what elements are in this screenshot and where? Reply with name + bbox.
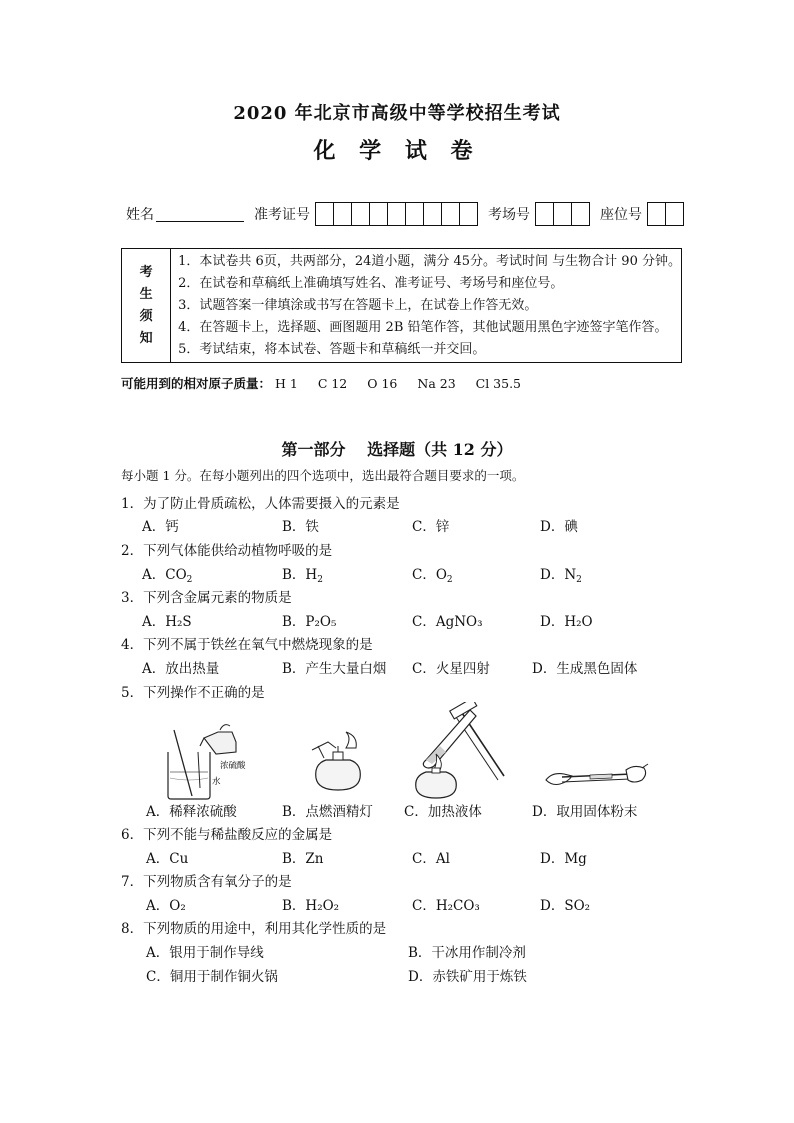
option-c[interactable]: C．火星四射: [412, 661, 490, 677]
option-d[interactable]: D．碘: [540, 519, 578, 535]
notice-item: 1．本试卷共 6页，共两部分，24道小题，满分 45分。考试时间 与生物合计 90 分钟。: [178, 254, 681, 269]
water-label: 水: [212, 777, 221, 787]
name-field[interactable]: [156, 207, 244, 222]
question-options: [146, 965, 710, 985]
option-a[interactable]: A．钙: [142, 519, 179, 535]
option-a[interactable]: A．放出热量: [142, 661, 220, 677]
section-title: 第一部分 选择题（共 12 分）: [281, 440, 513, 459]
ticket-label: 准考证号: [254, 207, 310, 223]
alcohol-lamp-illustration: [306, 728, 370, 798]
question-stem: 8．下列物质的用途中，利用其化学性质的是: [121, 921, 387, 937]
option-a[interactable]: A．$CO_2$: [142, 567, 193, 585]
question-options: [142, 563, 710, 585]
option-d[interactable]: D．$N_2$: [540, 567, 582, 585]
question-options: [142, 515, 710, 535]
name-label: 姓名: [126, 207, 154, 223]
option-c[interactable]: C．铜用于制作铜火锅: [146, 969, 278, 985]
notice-item: 4．在答题卡上，选择题、画图题用 2B 铅笔作答，其他试题用黑色字迹签字笔作答。: [178, 320, 668, 335]
notice-list: [171, 249, 681, 362]
option-a[interactable]: A．稀释浓硫酸: [146, 804, 237, 820]
seat-number-boxes[interactable]: [648, 202, 684, 226]
option-d[interactable]: D．H₂O: [540, 614, 593, 630]
option-a[interactable]: A．银用于制作导线: [146, 945, 264, 961]
question-stem: 4．下列不属于铁丝在氧气中燃烧现象的是: [121, 637, 373, 653]
option-a[interactable]: A．O₂: [146, 898, 186, 914]
acid-label: 浓硫酸: [220, 761, 246, 771]
option-b[interactable]: B．产生大量白烟: [282, 661, 387, 677]
ticket-number-boxes[interactable]: [316, 202, 478, 226]
question-stem: 3．下列含金属元素的物质是: [121, 590, 292, 606]
question-options: [146, 894, 710, 914]
heating-liquid-illustration: [404, 702, 514, 800]
option-b[interactable]: B．铁: [282, 519, 319, 535]
solid-powder-illustration: [542, 758, 650, 798]
option-d[interactable]: D．赤铁矿用于炼铁: [408, 969, 527, 985]
room-label: 考场号: [488, 207, 530, 223]
option-b[interactable]: B．Zn: [282, 851, 324, 867]
option-b[interactable]: B．干冰用作制冷剂: [408, 945, 526, 961]
option-c[interactable]: C．AgNO₃: [412, 614, 483, 630]
option-c[interactable]: C．H₂CO₃: [412, 898, 480, 914]
exam-title: 2020 年北京市高级中等学校招生考试: [233, 103, 561, 124]
option-b[interactable]: B．$H_2$: [282, 567, 323, 585]
question-options: [142, 610, 710, 630]
option-b[interactable]: B．点燃酒精灯: [282, 804, 373, 820]
question-options: [146, 847, 710, 867]
option-c[interactable]: C．锌: [412, 519, 450, 535]
candidate-info-row: [126, 202, 694, 226]
option-d[interactable]: D．取用固体粉末: [532, 804, 638, 820]
question-stem: 6．下列不能与稀盐酸反应的金属是: [121, 827, 333, 843]
exam-subject: 化 学 试 卷: [313, 138, 481, 164]
option-a[interactable]: A．H₂S: [142, 614, 192, 630]
option-d[interactable]: D．SO₂: [540, 898, 591, 914]
option-a[interactable]: A．Cu: [146, 851, 189, 867]
option-c[interactable]: C．加热液体: [404, 804, 482, 820]
section-instruction: 每小题 1 分。在每小题列出的四个选项中，选出最符合题目要求的一项。: [121, 468, 525, 483]
room-number-boxes[interactable]: [536, 202, 590, 226]
option-b[interactable]: B．H₂O₂: [282, 898, 340, 914]
notice-item: 5．考试结束，将本试卷、答题卡和草稿纸一并交回。: [178, 342, 486, 357]
option-c[interactable]: C．Al: [412, 851, 450, 867]
dilute-acid-illustration: [160, 722, 260, 800]
atomic-mass-line: 可能用到的相对原子质量： H 1 C 12 O 16 Na 23 Cl 35.5: [121, 376, 522, 391]
seat-label: 座位号: [600, 207, 642, 223]
question-stem: 5．下列操作不正确的是: [121, 685, 265, 701]
question-options: [146, 800, 710, 820]
notice-item: 3．试题答案一律填涂或书写在答题卡上，在试卷上作答无效。: [178, 298, 538, 313]
option-c[interactable]: C．$O_2$: [412, 567, 453, 585]
question-stem: 2．下列气体能供给动植物呼吸的是: [121, 543, 333, 559]
candidate-notice-box: [121, 248, 682, 363]
notice-heading: 考 生 须 知: [122, 249, 171, 362]
question-options: [146, 941, 710, 961]
option-d[interactable]: D．生成黑色固体: [532, 661, 638, 677]
option-b[interactable]: B．P₂O₅: [282, 614, 337, 630]
option-d[interactable]: D．Mg: [540, 851, 587, 867]
question-options: [142, 657, 710, 677]
notice-item: 2．在试卷和草稿纸上准确填写姓名、准考证号、考场号和座位号。: [178, 276, 564, 291]
question-stem: 1．为了防止骨质疏松，人体需要摄入的元素是: [121, 496, 400, 512]
question-stem: 7．下列物质含有氧分子的是: [121, 874, 292, 890]
